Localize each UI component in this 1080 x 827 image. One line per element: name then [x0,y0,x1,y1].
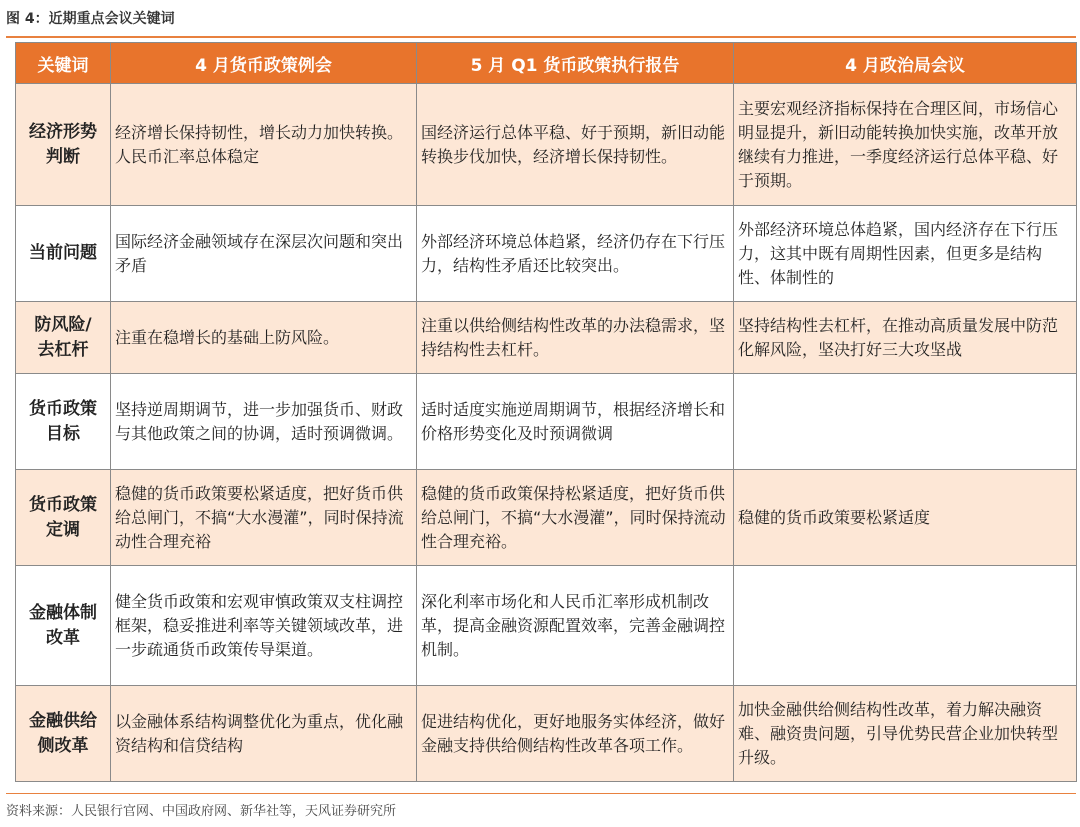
row-key: 防风险/ 去杠杆 [16,302,111,374]
table-cell: 健全货币政策和宏观审慎政策双支柱调控框架，稳妥推进利率等关键领域改革，进一步疏通货币政策传导渠道。 [111,566,417,686]
row-key: 货币政策 定调 [16,470,111,566]
table-cell: 稳健的货币政策要松紧适度 [734,470,1077,566]
figure-title: 图 4：近期重点会议关键词 [6,11,175,27]
table-cell: 注重以供给侧结构性改革的办法稳需求，坚持结构性去杠杆。 [417,302,734,374]
table-row [16,302,1077,374]
table-cell: 促进结构优化，更好地服务实体经济，做好金融支持供给侧结构性改革各项工作。 [417,686,734,782]
row-key: 金融体制 改革 [16,566,111,686]
table-cell: 以金融体系结构调整优化为重点，优化融资结构和信贷结构 [111,686,417,782]
source-note: 资料来源：人民银行官网、中国政府网、新华社等，天风证券研究所 [6,804,397,819]
table-cell: 经济增长保持韧性，增长动力加快转换。人民币汇率总体稳定 [111,84,417,206]
table-row [16,470,1077,566]
header-q1-monetary-report: 5 月 Q1 货币政策执行报告 [417,43,734,84]
table-cell: 坚持逆周期调节，进一步加强货币、财政与其他政策之间的协调，适时预调微调。 [111,374,417,470]
row-key: 货币政策 目标 [16,374,111,470]
row-key: 经济形势 判断 [16,84,111,206]
table-cell [734,374,1077,470]
table-cell: 外部经济环境总体趋紧，经济仍存在下行压力，结构性矛盾还比较突出。 [417,206,734,302]
header-april-mpc-meeting: 4 月货币政策例会 [111,43,417,84]
table-cell: 稳健的货币政策要松紧适度，把好货币供给总闸门，不搞“大水漫灌”，同时保持流动性合理充裕 [111,470,417,566]
header-keyword: 关键词 [16,43,111,84]
table-cell: 深化利率市场化和人民币汇率形成机制改革，提高金融资源配置效率，完善金融调控机制。 [417,566,734,686]
row-key: 当前问题 [16,206,111,302]
table-row [16,84,1077,206]
row-key: 金融供给 侧改革 [16,686,111,782]
table-cell: 主要宏观经济指标保持在合理区间，市场信心明显提升，新旧动能转换加快实施，改革开放继续有力推进，一季度经济运行总体平稳、好于预期。 [734,84,1077,206]
keyword-table [15,42,1077,782]
table-row [16,374,1077,470]
table-cell: 适时适度实施逆周期调节，根据经济增长和价格形势变化及时预调微调 [417,374,734,470]
table-row [16,566,1077,686]
table-cell: 注重在稳增长的基础上防风险。 [111,302,417,374]
header-april-politburo-meeting: 4 月政治局会议 [734,43,1077,84]
table-cell: 稳健的货币政策保持松紧适度，把好货币供给总闸门，不搞“大水漫灌”，同时保持流动性合理充裕。 [417,470,734,566]
table-cell [734,566,1077,686]
table-cell: 外部经济环境总体趋紧，国内经济存在下行压力，这其中既有周期性因素，但更多是结构性、体制性的 [734,206,1077,302]
table-cell: 加快金融供给侧结构性改革，着力解决融资难、融资贵问题，引导优势民营企业加快转型升级。 [734,686,1077,782]
table-header-row [16,43,1077,84]
table-row [16,206,1077,302]
table-cell: 国际经济金融领域存在深层次问题和突出矛盾 [111,206,417,302]
table-cell: 国经济运行总体平稳、好于预期，新旧动能转换步伐加快，经济增长保持韧性。 [417,84,734,206]
table-cell: 坚持结构性去杠杆，在推动高质量发展中防范化解风险，坚决打好三大攻坚战 [734,302,1077,374]
bottom-rule [6,793,1076,794]
table-row [16,686,1077,782]
top-rule [6,36,1076,38]
